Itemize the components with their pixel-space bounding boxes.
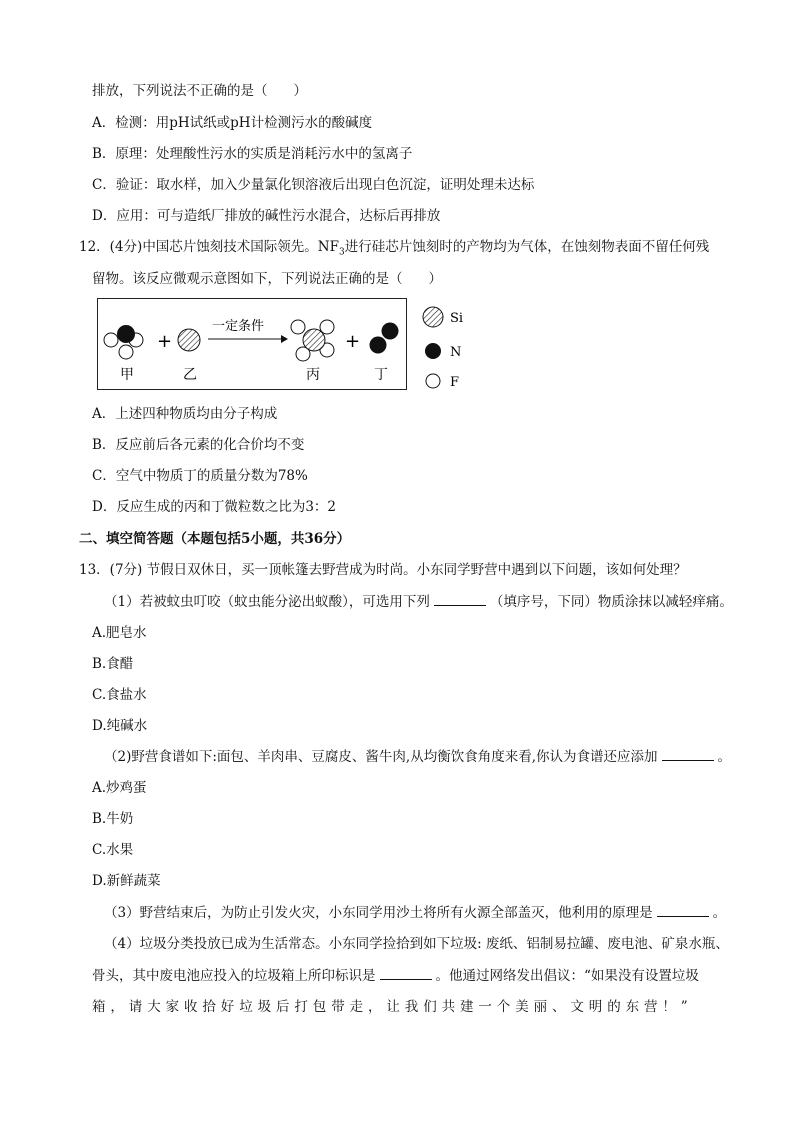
reaction-diagram xyxy=(97,298,407,390)
q11-stem-tail xyxy=(92,82,307,100)
q13-part1-after: （填序号，下同）物质涂抹以减轻痒痛。 xyxy=(489,594,733,610)
q12-stem-line2-text: 留物。该反应微观示意图如下，下列说法正确的是（ xyxy=(92,271,403,287)
q13-p1-option-b: B.食醋 xyxy=(92,656,134,672)
q13-part3-after: 。 xyxy=(712,905,727,921)
q12-stem-line2 xyxy=(92,270,442,288)
f-atom xyxy=(291,320,305,334)
atom-legend-svg xyxy=(420,305,500,395)
si-atom-yi xyxy=(178,329,200,351)
q11-stem-close: ） xyxy=(293,83,307,99)
legend-si-swatch xyxy=(423,307,443,327)
q11-stem-text: 排放，下列说法不正确的是（ xyxy=(92,83,268,99)
legend-n-swatch xyxy=(425,343,441,359)
q13-part2 xyxy=(104,748,731,766)
legend-f-swatch xyxy=(426,374,440,388)
q12-number: 12．(4分) xyxy=(79,239,143,255)
legend-si-label: Si xyxy=(450,311,464,326)
q12-option-a: A．上述四种物质均由分子构成 xyxy=(92,406,278,422)
f-atom xyxy=(119,345,133,359)
q12-stem-line1 xyxy=(79,238,709,262)
q12-option-d: D．反应生成的丙和丁微粒数之比为3：2 xyxy=(92,499,337,515)
q11-option-c: C．验证：取水样，加入少量氯化钡溶液后出现白色沉淀，证明处理未达标 xyxy=(92,177,535,193)
q13-part4-line2-before: 骨头，其中废电池应投入的垃圾箱上所印标识是 xyxy=(92,968,376,984)
q11-option-d: D．应用：可与造纸厂排放的碱性污水混合，达标后再排放 xyxy=(92,208,441,224)
q13-p1-option-a: A.肥皂水 xyxy=(92,625,147,641)
label-bing: 丙 xyxy=(306,367,320,383)
si-atom xyxy=(303,329,325,351)
label-ding: 丁 xyxy=(374,367,388,383)
answer-blank[interactable] xyxy=(380,967,432,980)
label-jia: 甲 xyxy=(120,367,134,383)
legend-f-label: F xyxy=(450,375,460,390)
q13-part2-before: （2)野营食谱如下:面包、羊肉串、豆腐皮、酱牛肉,从均衡饮食角度来看,你认为食谱还应添加 xyxy=(104,749,658,765)
molecule-jia-nf3 xyxy=(104,326,143,360)
legend-n-label: N xyxy=(450,345,462,360)
q13-part4-line1: （4）垃圾分类投放已成为生活常态。小东同学捡拾到如下垃圾: 废纸、铝制易拉罐、废电池、矿泉水瓶、 xyxy=(104,936,729,952)
answer-blank[interactable] xyxy=(434,593,486,606)
q12-stem-part1: 中国芯片蚀刻技术国际领先。NF xyxy=(142,239,339,255)
q13-p1-option-d: D.纯碱水 xyxy=(92,718,148,734)
q13-part3-before: （3）野营结束后，为防止引发火灾，小东同学用沙土将所有火源全部盖灭，他利用的原理是 xyxy=(104,905,653,921)
q13-part2-after: 。 xyxy=(717,749,731,765)
answer-blank[interactable] xyxy=(662,748,714,761)
n-atom xyxy=(382,323,399,340)
molecule-bing-sif4 xyxy=(291,320,334,361)
q13-part1 xyxy=(104,593,733,611)
q12-stem-close: ） xyxy=(428,271,442,287)
q13-p2-option-c: C.水果 xyxy=(92,842,134,858)
q12-option-c: C．空气中物质丁的质量分数为78% xyxy=(92,468,308,484)
n-atom xyxy=(370,337,387,354)
q13-stem: 13．(7分) 节假日双休日，买一顶帐篷去野营成为时尚。小东同学野营中遇到以下问题，该如何处理？ xyxy=(79,562,687,578)
plus-sign-1: + xyxy=(157,331,173,352)
answer-blank[interactable] xyxy=(657,904,709,917)
q12-option-b: B．反应前后各元素的化合价均不变 xyxy=(92,437,305,453)
label-yi: 乙 xyxy=(183,367,197,383)
q13-p2-option-a: A.炒鸡蛋 xyxy=(92,780,147,796)
q13-p1-option-c: C.食盐水 xyxy=(92,687,147,703)
q12-stem-part2: 进行硅芯片蚀刻时的产物均为气体，在蚀刻物表面不留任何残 xyxy=(344,239,710,255)
reaction-diagram-svg xyxy=(98,299,408,391)
q13-part4-line2 xyxy=(92,967,699,985)
q13-part3 xyxy=(104,904,726,922)
atom-legend xyxy=(420,305,500,395)
arrow-condition-label: 一定条件 xyxy=(212,319,265,334)
reaction-arrow-head xyxy=(281,335,288,343)
q11-option-a: A．检测：用pH试纸或pH计检测污水的酸碱度 xyxy=(92,115,373,131)
q11-option-b: B．原理：处理酸性污水的实质是消耗污水中的氢离子 xyxy=(92,146,413,162)
q13-p2-option-b: B.牛奶 xyxy=(92,811,134,827)
f-atom xyxy=(104,333,118,347)
n-atom xyxy=(118,326,135,343)
q13-part4-line3: 箱，请大家收拾好垃圾后打包带走，让我们共建一个美丽、文明的东营！” xyxy=(92,999,693,1015)
q12-stem-sub: 3 xyxy=(339,247,345,258)
section-heading: 二、填空简答题（本题包括5小题，共36分） xyxy=(79,531,351,547)
q13-part1-before: （1）若被蚊虫叮咬（蚊虫能分泌出蚁酸），可选用下列 xyxy=(104,594,430,610)
q13-p2-option-d: D.新鲜蔬菜 xyxy=(92,873,161,889)
plus-sign-2: + xyxy=(345,331,361,352)
q13-part4-line2-after: 。他通过网络发出倡议：“如果没有设置垃圾 xyxy=(435,968,699,984)
